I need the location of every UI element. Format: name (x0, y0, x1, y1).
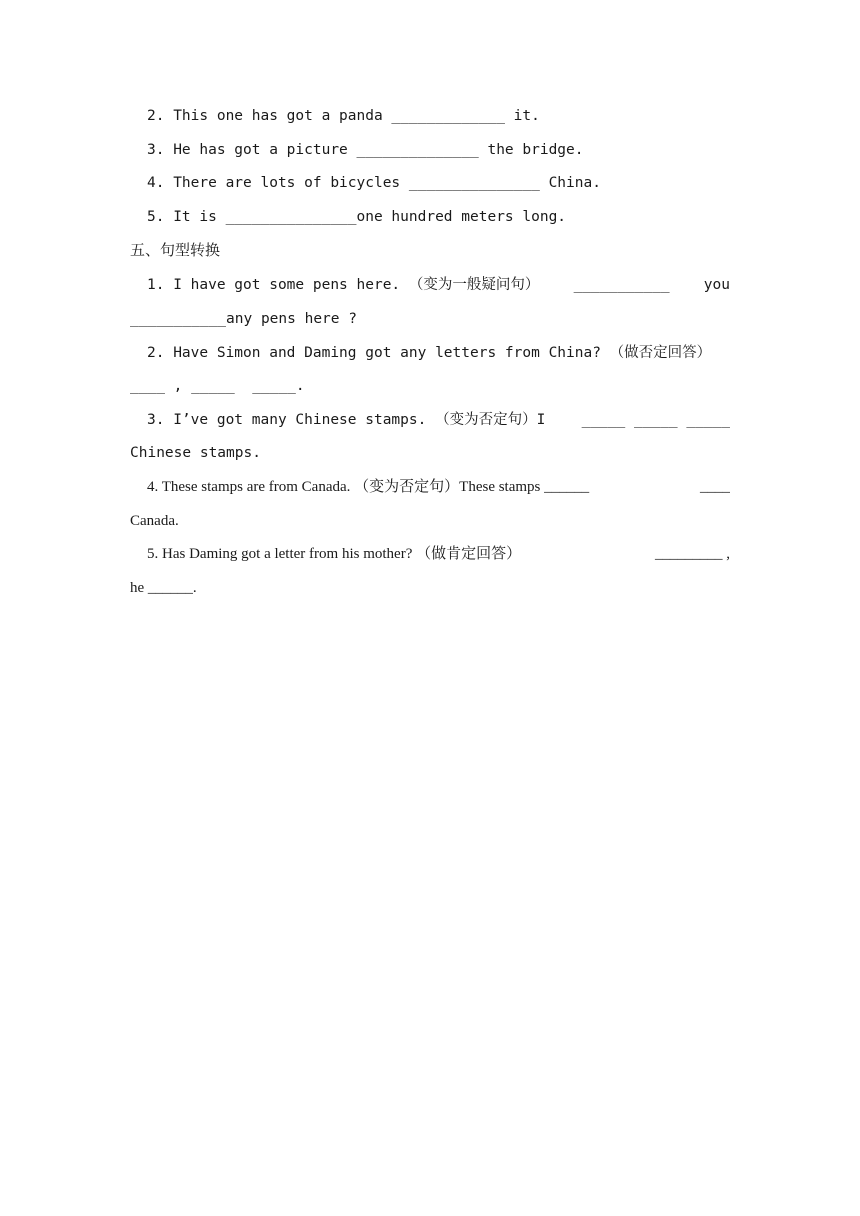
exercise-item-2: 2. This one has got a panda _____________ it. (147, 108, 540, 124)
transform-q1-tail: you (703, 277, 730, 293)
exercise-item-4: 4. There are lots of bicycles _______________ China. (147, 175, 601, 191)
transform-q4-prompt: 4. These stamps are from Canada. （变为否定句）These stamps ______ (147, 479, 590, 495)
transform-q1-prompt: 1. I have got some pens here. （变为一般疑问句） (147, 277, 540, 293)
transform-q5-line1 (147, 544, 730, 564)
transform-q1-line2: ___________any pens here ? (130, 311, 357, 327)
transform-q4-line2: Canada. (130, 513, 179, 529)
transform-q2-line1: 2. Have Simon and Daming got any letters from China? （做否定回答） (147, 345, 712, 361)
transform-q5-prompt: 5. Has Daming got a letter from his mother? （做肯定回答） (147, 546, 522, 562)
transform-q1-line1 (147, 275, 730, 295)
transform-q4-line1 (147, 477, 730, 497)
transform-q4-blank: ____ (700, 479, 730, 495)
exercise-item-5: 5. It is _______________one hundred meters long. (147, 209, 567, 225)
exercise-item-3: 3. He has got a picture ______________ the bridge. (147, 142, 584, 158)
transform-q3-prompt: 3. I’ve got many Chinese stamps. （变为否定句）I (147, 412, 546, 428)
transform-q3-line1 (147, 410, 730, 430)
transform-q1-blank: ___________ (573, 277, 670, 293)
transform-q3-blanks: _____ _____ _____ (581, 412, 730, 428)
transform-q5-blank: _________ , (655, 546, 730, 562)
transform-q2-line2: ____ , _____ _____. (130, 378, 305, 394)
section-heading: 五、句型转换 (130, 241, 221, 259)
transform-q5-line2: he ______. (130, 580, 197, 596)
transform-q3-line2: Chinese stamps. (130, 445, 261, 461)
